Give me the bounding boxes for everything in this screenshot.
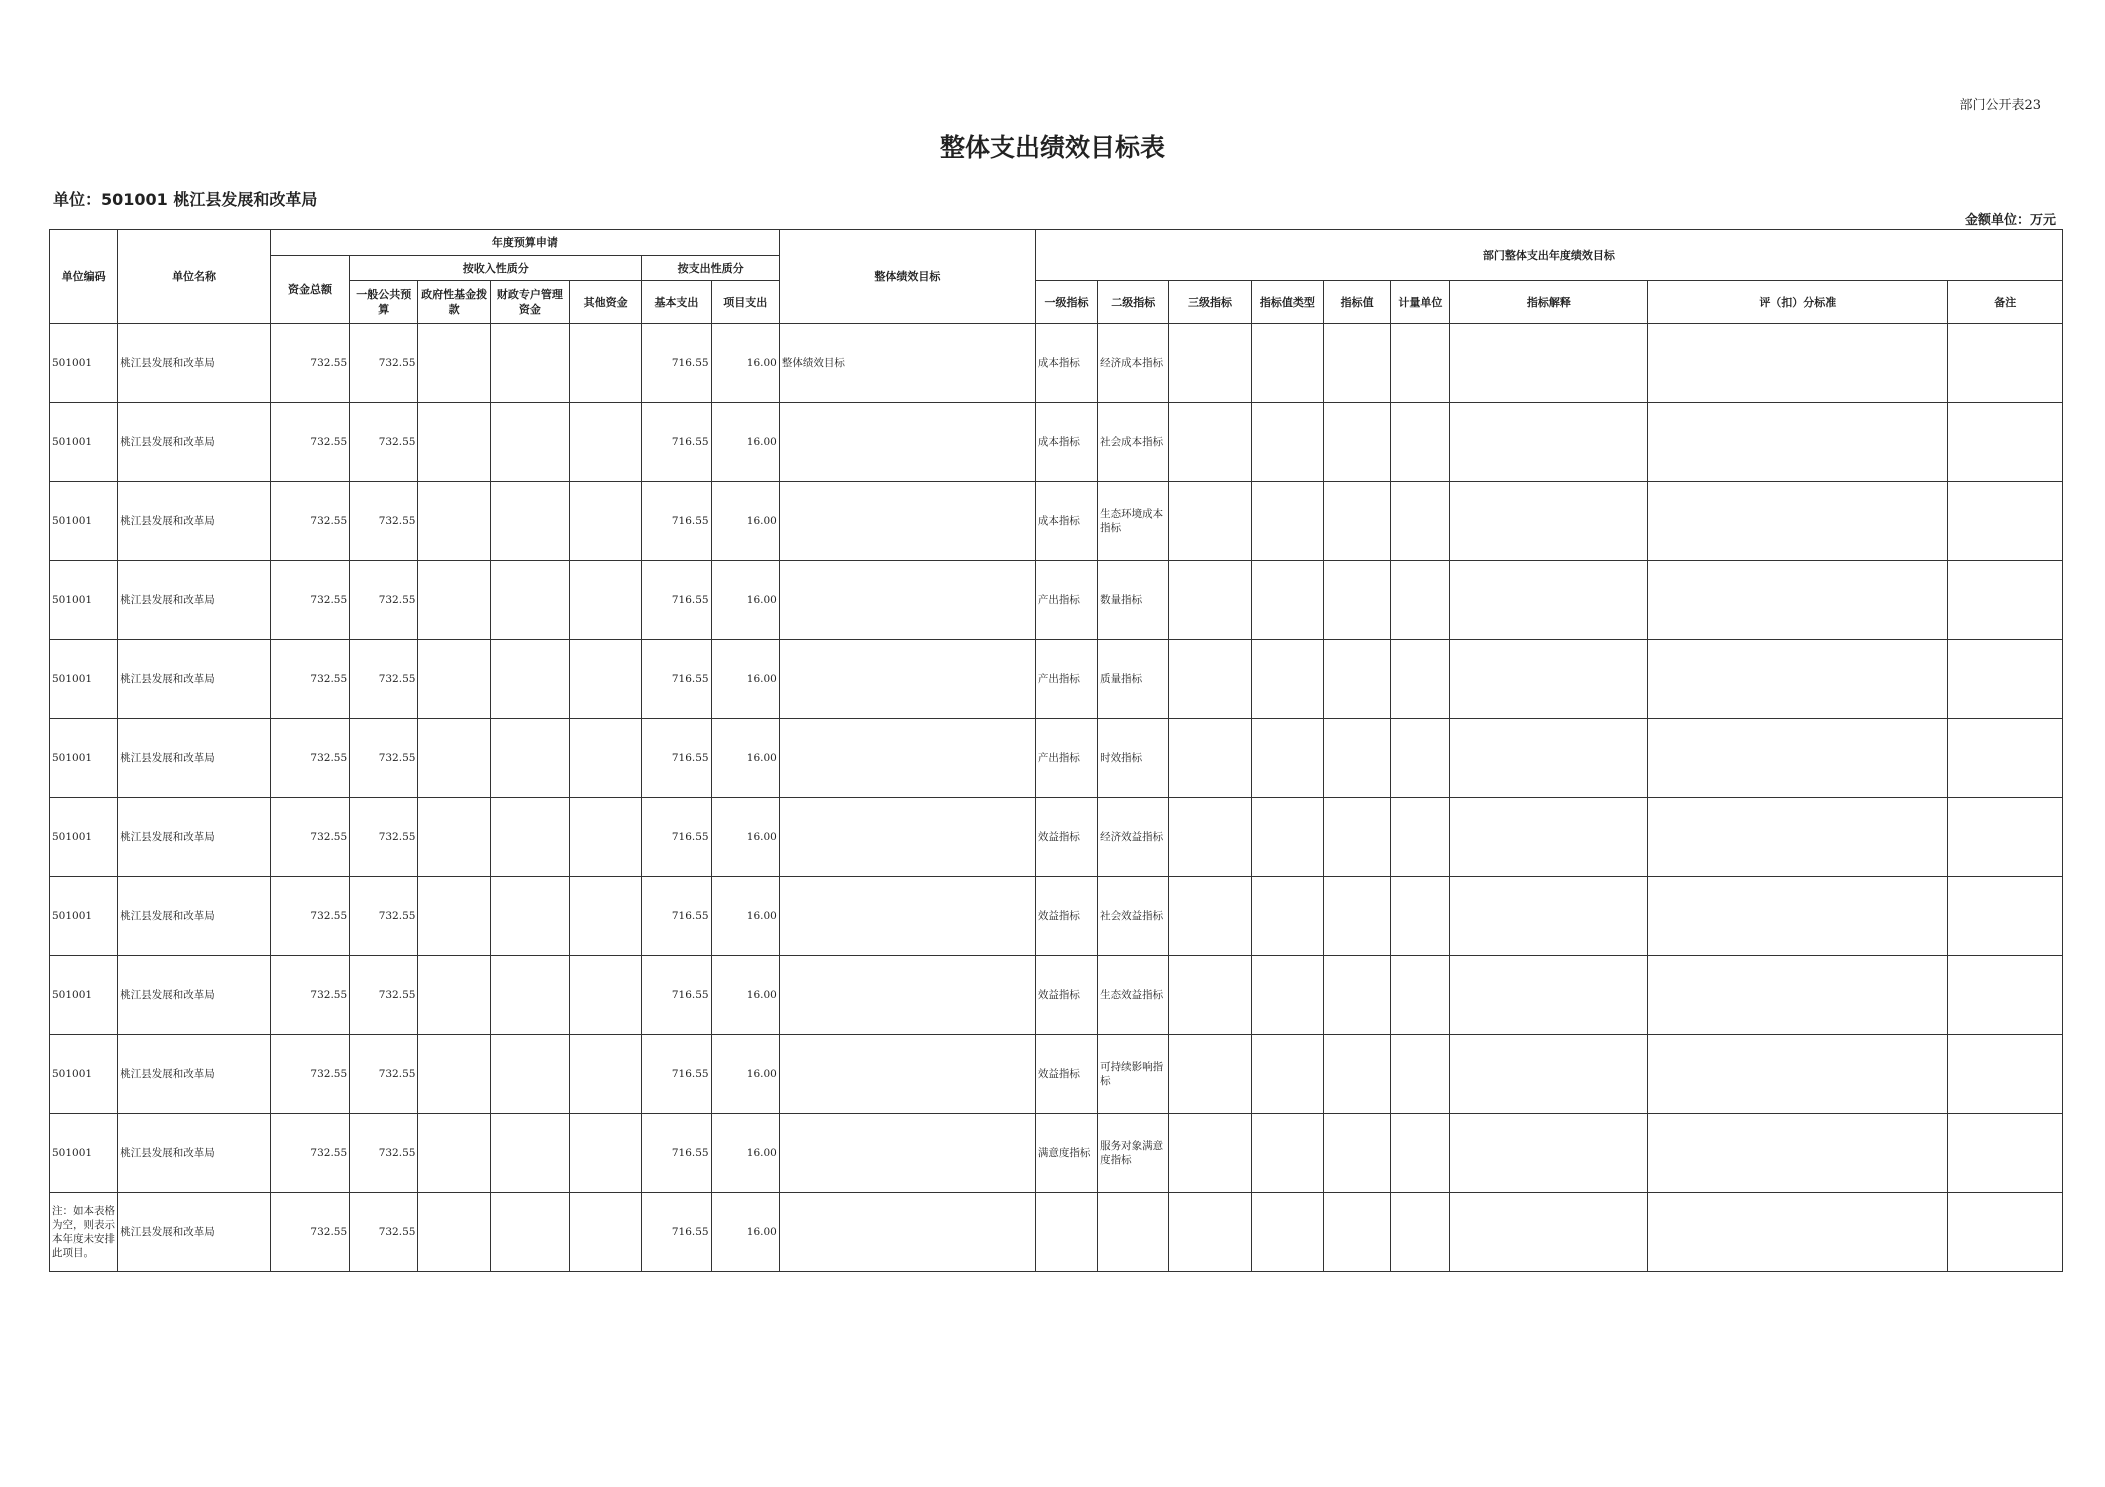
- cell-value: [1323, 877, 1390, 956]
- cell-value-type: [1251, 1114, 1323, 1193]
- cell-level1: 产出指标: [1035, 640, 1097, 719]
- table-row: [50, 1035, 2063, 1114]
- cell-scoring: [1648, 640, 1948, 719]
- header-scoring: 评（扣）分标准: [1648, 281, 1948, 324]
- cell-value: [1323, 956, 1390, 1035]
- cell-other-fund: [570, 719, 642, 798]
- cell-measure-unit: [1391, 403, 1450, 482]
- cell-unit-name: 桃江县发展和改革局: [118, 1114, 271, 1193]
- cell-total-funds: 732.55: [270, 719, 349, 798]
- cell-gov-fund: [418, 956, 490, 1035]
- cell-level2: 经济效益指标: [1098, 798, 1169, 877]
- cell-level1: 效益指标: [1035, 956, 1097, 1035]
- cell-unit-name: 桃江县发展和改革局: [118, 561, 271, 640]
- cell-value-type: [1251, 482, 1323, 561]
- cell-total-funds: 732.55: [270, 798, 349, 877]
- cell-level1: 效益指标: [1035, 877, 1097, 956]
- cell-level2: 时效指标: [1098, 719, 1169, 798]
- cell-value-type: [1251, 956, 1323, 1035]
- cell-basic-exp: 716.55: [642, 561, 711, 640]
- cell-project-exp: 16.00: [711, 1035, 779, 1114]
- cell-explanation: [1450, 1114, 1648, 1193]
- header-project-exp: 项目支出: [711, 281, 779, 324]
- header-dept-goal: 部门整体支出年度绩效目标: [1035, 230, 2062, 281]
- cell-other-fund: [570, 877, 642, 956]
- cell-value-type: [1251, 877, 1323, 956]
- cell-project-exp: 16.00: [711, 403, 779, 482]
- cell-unit-name: 桃江县发展和改革局: [118, 403, 271, 482]
- cell-other-fund: [570, 1035, 642, 1114]
- cell-general-budget: 732.55: [350, 403, 418, 482]
- cell-general-budget: 732.55: [350, 798, 418, 877]
- header-gov-fund: 政府性基金拨款: [418, 281, 490, 324]
- performance-table: [49, 229, 2063, 1272]
- cell-unit-code: 501001: [50, 403, 118, 482]
- cell-project-exp: 16.00: [711, 877, 779, 956]
- amount-unit-label: 金额单位：万元: [1964, 213, 2056, 228]
- cell-remark: [1948, 1114, 2063, 1193]
- cell-unit-name: 桃江县发展和改革局: [118, 482, 271, 561]
- cell-unit-code: 501001: [50, 719, 118, 798]
- table-row: [50, 482, 2063, 561]
- cell-explanation: [1450, 403, 1648, 482]
- cell-other-fund: [570, 1193, 642, 1272]
- cell-basic-exp: 716.55: [642, 403, 711, 482]
- cell-unit-name: 桃江县发展和改革局: [118, 956, 271, 1035]
- cell-basic-exp: 716.55: [642, 1193, 711, 1272]
- header-remark: 备注: [1948, 281, 2063, 324]
- cell-special-fund: [490, 482, 569, 561]
- cell-remark: [1948, 482, 2063, 561]
- cell-level2: 质量指标: [1098, 640, 1169, 719]
- cell-unit-code: 501001: [50, 482, 118, 561]
- cell-gov-fund: [418, 561, 490, 640]
- cell-basic-exp: 716.55: [642, 877, 711, 956]
- cell-measure-unit: [1391, 877, 1450, 956]
- table-header: [50, 230, 2063, 324]
- cell-remark: [1948, 561, 2063, 640]
- cell-remark: [1948, 403, 2063, 482]
- header-annual-budget: 年度预算申请: [270, 230, 779, 256]
- header-basic-exp: 基本支出: [642, 281, 711, 324]
- cell-level2: 社会效益指标: [1098, 877, 1169, 956]
- cell-value: [1323, 403, 1390, 482]
- cell-level3: [1169, 1193, 1251, 1272]
- cell-general-budget: 732.55: [350, 640, 418, 719]
- cell-value-type: [1251, 403, 1323, 482]
- cell-special-fund: [490, 798, 569, 877]
- cell-basic-exp: 716.55: [642, 324, 711, 403]
- cell-project-exp: 16.00: [711, 482, 779, 561]
- cell-level1: 满意度指标: [1035, 1114, 1097, 1193]
- table-row: [50, 561, 2063, 640]
- header-unit-name: 单位名称: [118, 230, 271, 324]
- cell-value-type: [1251, 719, 1323, 798]
- cell-value: [1323, 719, 1390, 798]
- cell-level2: 生态效益指标: [1098, 956, 1169, 1035]
- cell-scoring: [1648, 1114, 1948, 1193]
- cell-level1: 效益指标: [1035, 1035, 1097, 1114]
- table-row: [50, 798, 2063, 877]
- cell-gov-fund: [418, 877, 490, 956]
- cell-scoring: [1648, 956, 1948, 1035]
- header-special-fund: 财政专户管理资金: [490, 281, 569, 324]
- cell-general-budget: 732.55: [350, 1035, 418, 1114]
- cell-unit-name: 桃江县发展和改革局: [118, 877, 271, 956]
- cell-overall-goal: [779, 561, 1035, 640]
- header-measure-unit: 计量单位: [1391, 281, 1450, 324]
- cell-basic-exp: 716.55: [642, 640, 711, 719]
- cell-level3: [1169, 1114, 1251, 1193]
- cell-unit-code: 501001: [50, 561, 118, 640]
- cell-gov-fund: [418, 403, 490, 482]
- cell-total-funds: 732.55: [270, 1193, 349, 1272]
- cell-overall-goal: [779, 719, 1035, 798]
- cell-measure-unit: [1391, 324, 1450, 403]
- cell-other-fund: [570, 482, 642, 561]
- cell-total-funds: 732.55: [270, 482, 349, 561]
- cell-measure-unit: [1391, 798, 1450, 877]
- cell-special-fund: [490, 640, 569, 719]
- cell-explanation: [1450, 482, 1648, 561]
- header-general-budget: 一般公共预算: [350, 281, 418, 324]
- cell-measure-unit: [1391, 1035, 1450, 1114]
- cell-level3: [1169, 324, 1251, 403]
- cell-unit-code: 501001: [50, 798, 118, 877]
- header-other-fund: 其他资金: [570, 281, 642, 324]
- cell-level3: [1169, 482, 1251, 561]
- header-level2: 二级指标: [1098, 281, 1169, 324]
- cell-value: [1323, 1193, 1390, 1272]
- cell-level1: 成本指标: [1035, 324, 1097, 403]
- table-body: [50, 324, 2063, 1272]
- table-row: [50, 640, 2063, 719]
- cell-general-budget: 732.55: [350, 1193, 418, 1272]
- cell-project-exp: 16.00: [711, 1114, 779, 1193]
- cell-scoring: [1648, 403, 1948, 482]
- cell-total-funds: 732.55: [270, 324, 349, 403]
- cell-basic-exp: 716.55: [642, 798, 711, 877]
- cell-project-exp: 16.00: [711, 324, 779, 403]
- cell-overall-goal: [779, 482, 1035, 561]
- cell-explanation: [1450, 561, 1648, 640]
- cell-explanation: [1450, 1193, 1648, 1272]
- cell-level3: [1169, 403, 1251, 482]
- cell-general-budget: 732.55: [350, 719, 418, 798]
- cell-special-fund: [490, 403, 569, 482]
- cell-unit-code: 501001: [50, 877, 118, 956]
- cell-scoring: [1648, 561, 1948, 640]
- cell-overall-goal: [779, 1193, 1035, 1272]
- header-by-expenditure: 按支出性质分: [642, 256, 780, 281]
- cell-value: [1323, 1035, 1390, 1114]
- page-title: 整体支出绩效目标表: [939, 133, 1165, 162]
- cell-measure-unit: [1391, 956, 1450, 1035]
- cell-other-fund: [570, 640, 642, 719]
- cell-level1: 成本指标: [1035, 403, 1097, 482]
- cell-scoring: [1648, 877, 1948, 956]
- cell-remark: [1948, 640, 2063, 719]
- cell-explanation: [1450, 956, 1648, 1035]
- cell-basic-exp: 716.55: [642, 956, 711, 1035]
- cell-other-fund: [570, 403, 642, 482]
- cell-gov-fund: [418, 640, 490, 719]
- cell-total-funds: 732.55: [270, 561, 349, 640]
- cell-remark: [1948, 719, 2063, 798]
- header-overall-goal: 整体绩效目标: [779, 230, 1035, 324]
- table-row: [50, 1114, 2063, 1193]
- cell-general-budget: 732.55: [350, 877, 418, 956]
- cell-value: [1323, 561, 1390, 640]
- cell-level3: [1169, 956, 1251, 1035]
- header-level1: 一级指标: [1035, 281, 1097, 324]
- cell-overall-goal: [779, 1035, 1035, 1114]
- cell-value-type: [1251, 1193, 1323, 1272]
- cell-project-exp: 16.00: [711, 1193, 779, 1272]
- cell-remark: [1948, 798, 2063, 877]
- cell-value: [1323, 640, 1390, 719]
- cell-unit-name: 桃江县发展和改革局: [118, 719, 271, 798]
- cell-gov-fund: [418, 1035, 490, 1114]
- cell-value-type: [1251, 798, 1323, 877]
- header-total-funds: 资金总额: [270, 256, 349, 324]
- cell-level3: [1169, 719, 1251, 798]
- cell-remark: [1948, 324, 2063, 403]
- cell-total-funds: 732.55: [270, 1114, 349, 1193]
- cell-explanation: [1450, 640, 1648, 719]
- cell-total-funds: 732.55: [270, 877, 349, 956]
- cell-unit-code: 501001: [50, 640, 118, 719]
- cell-other-fund: [570, 324, 642, 403]
- cell-level2: [1098, 1193, 1169, 1272]
- cell-special-fund: [490, 1193, 569, 1272]
- cell-unit-code: 501001: [50, 1114, 118, 1193]
- cell-level1: [1035, 1193, 1097, 1272]
- table-row: [50, 956, 2063, 1035]
- cell-level1: 成本指标: [1035, 482, 1097, 561]
- cell-basic-exp: 716.55: [642, 1035, 711, 1114]
- cell-project-exp: 16.00: [711, 956, 779, 1035]
- header-by-income: 按收入性质分: [350, 256, 642, 281]
- cell-remark: [1948, 956, 2063, 1035]
- cell-total-funds: 732.55: [270, 956, 349, 1035]
- cell-other-fund: [570, 798, 642, 877]
- cell-special-fund: [490, 324, 569, 403]
- cell-overall-goal: [779, 877, 1035, 956]
- cell-total-funds: 732.55: [270, 640, 349, 719]
- form-number: 部门公开表23: [1959, 98, 2041, 113]
- cell-level3: [1169, 1035, 1251, 1114]
- cell-overall-goal: [779, 403, 1035, 482]
- header-unit-code: 单位编码: [50, 230, 118, 324]
- cell-general-budget: 732.55: [350, 956, 418, 1035]
- cell-basic-exp: 716.55: [642, 1114, 711, 1193]
- cell-overall-goal: [779, 640, 1035, 719]
- cell-level1: 产出指标: [1035, 561, 1097, 640]
- cell-total-funds: 732.55: [270, 403, 349, 482]
- cell-special-fund: [490, 1114, 569, 1193]
- cell-special-fund: [490, 877, 569, 956]
- cell-value: [1323, 324, 1390, 403]
- header-level3: 三级指标: [1169, 281, 1251, 324]
- cell-remark: [1948, 1035, 2063, 1114]
- cell-unit-name: 桃江县发展和改革局: [118, 324, 271, 403]
- header-explanation: 指标解释: [1450, 281, 1648, 324]
- cell-explanation: [1450, 798, 1648, 877]
- cell-basic-exp: 716.55: [642, 482, 711, 561]
- cell-special-fund: [490, 719, 569, 798]
- cell-other-fund: [570, 561, 642, 640]
- cell-unit-name: 桃江县发展和改革局: [118, 640, 271, 719]
- cell-explanation: [1450, 1035, 1648, 1114]
- cell-project-exp: 16.00: [711, 640, 779, 719]
- table-row: [50, 324, 2063, 403]
- header-value: 指标值: [1323, 281, 1390, 324]
- cell-overall-goal: 整体绩效目标: [779, 324, 1035, 403]
- cell-special-fund: [490, 1035, 569, 1114]
- cell-explanation: [1450, 719, 1648, 798]
- cell-level2: 数量指标: [1098, 561, 1169, 640]
- cell-level3: [1169, 640, 1251, 719]
- cell-general-budget: 732.55: [350, 1114, 418, 1193]
- header-value-type: 指标值类型: [1251, 281, 1323, 324]
- cell-level2: 可持续影响指标: [1098, 1035, 1169, 1114]
- cell-scoring: [1648, 324, 1948, 403]
- cell-overall-goal: [779, 956, 1035, 1035]
- cell-unit-code: 501001: [50, 956, 118, 1035]
- cell-unit-name: 桃江县发展和改革局: [118, 798, 271, 877]
- cell-value: [1323, 1114, 1390, 1193]
- cell-project-exp: 16.00: [711, 719, 779, 798]
- unit-label: 单位：501001 桃江县发展和改革局: [53, 190, 318, 209]
- cell-level2: 社会成本指标: [1098, 403, 1169, 482]
- cell-scoring: [1648, 798, 1948, 877]
- cell-unit-name: 桃江县发展和改革局: [118, 1193, 271, 1272]
- cell-other-fund: [570, 956, 642, 1035]
- table-row: [50, 1193, 2063, 1272]
- cell-gov-fund: [418, 324, 490, 403]
- cell-measure-unit: [1391, 561, 1450, 640]
- cell-gov-fund: [418, 482, 490, 561]
- cell-value-type: [1251, 640, 1323, 719]
- table-row: [50, 719, 2063, 798]
- cell-level1: 产出指标: [1035, 719, 1097, 798]
- cell-level1: 效益指标: [1035, 798, 1097, 877]
- cell-level3: [1169, 798, 1251, 877]
- cell-level2: 经济成本指标: [1098, 324, 1169, 403]
- cell-remark: [1948, 877, 2063, 956]
- cell-unit-name: 桃江县发展和改革局: [118, 1035, 271, 1114]
- cell-level3: [1169, 561, 1251, 640]
- cell-level2: 服务对象满意度指标: [1098, 1114, 1169, 1193]
- cell-measure-unit: [1391, 640, 1450, 719]
- cell-basic-exp: 716.55: [642, 719, 711, 798]
- cell-scoring: [1648, 719, 1948, 798]
- cell-general-budget: 732.55: [350, 561, 418, 640]
- cell-scoring: [1648, 1035, 1948, 1114]
- cell-project-exp: 16.00: [711, 798, 779, 877]
- cell-gov-fund: [418, 798, 490, 877]
- cell-unit-code: 501001: [50, 1035, 118, 1114]
- cell-unit-code: 501001: [50, 324, 118, 403]
- cell-explanation: [1450, 324, 1648, 403]
- cell-measure-unit: [1391, 1114, 1450, 1193]
- cell-gov-fund: [418, 1193, 490, 1272]
- cell-general-budget: 732.55: [350, 324, 418, 403]
- cell-general-budget: 732.55: [350, 482, 418, 561]
- cell-value-type: [1251, 1035, 1323, 1114]
- cell-scoring: [1648, 482, 1948, 561]
- cell-other-fund: [570, 1114, 642, 1193]
- table-row: [50, 877, 2063, 956]
- cell-explanation: [1450, 877, 1648, 956]
- cell-overall-goal: [779, 798, 1035, 877]
- cell-measure-unit: [1391, 719, 1450, 798]
- cell-overall-goal: [779, 1114, 1035, 1193]
- cell-gov-fund: [418, 719, 490, 798]
- cell-value: [1323, 798, 1390, 877]
- cell-value: [1323, 482, 1390, 561]
- cell-scoring: [1648, 1193, 1948, 1272]
- cell-value-type: [1251, 324, 1323, 403]
- cell-value-type: [1251, 561, 1323, 640]
- cell-total-funds: 732.55: [270, 1035, 349, 1114]
- cell-unit-code: 注：如本表格为空，则表示本年度未安排此项目。: [50, 1193, 118, 1272]
- cell-level3: [1169, 877, 1251, 956]
- cell-remark: [1948, 1193, 2063, 1272]
- cell-project-exp: 16.00: [711, 561, 779, 640]
- cell-special-fund: [490, 956, 569, 1035]
- cell-special-fund: [490, 561, 569, 640]
- cell-gov-fund: [418, 1114, 490, 1193]
- cell-measure-unit: [1391, 482, 1450, 561]
- cell-measure-unit: [1391, 1193, 1450, 1272]
- table-row: [50, 403, 2063, 482]
- cell-level2: 生态环境成本指标: [1098, 482, 1169, 561]
